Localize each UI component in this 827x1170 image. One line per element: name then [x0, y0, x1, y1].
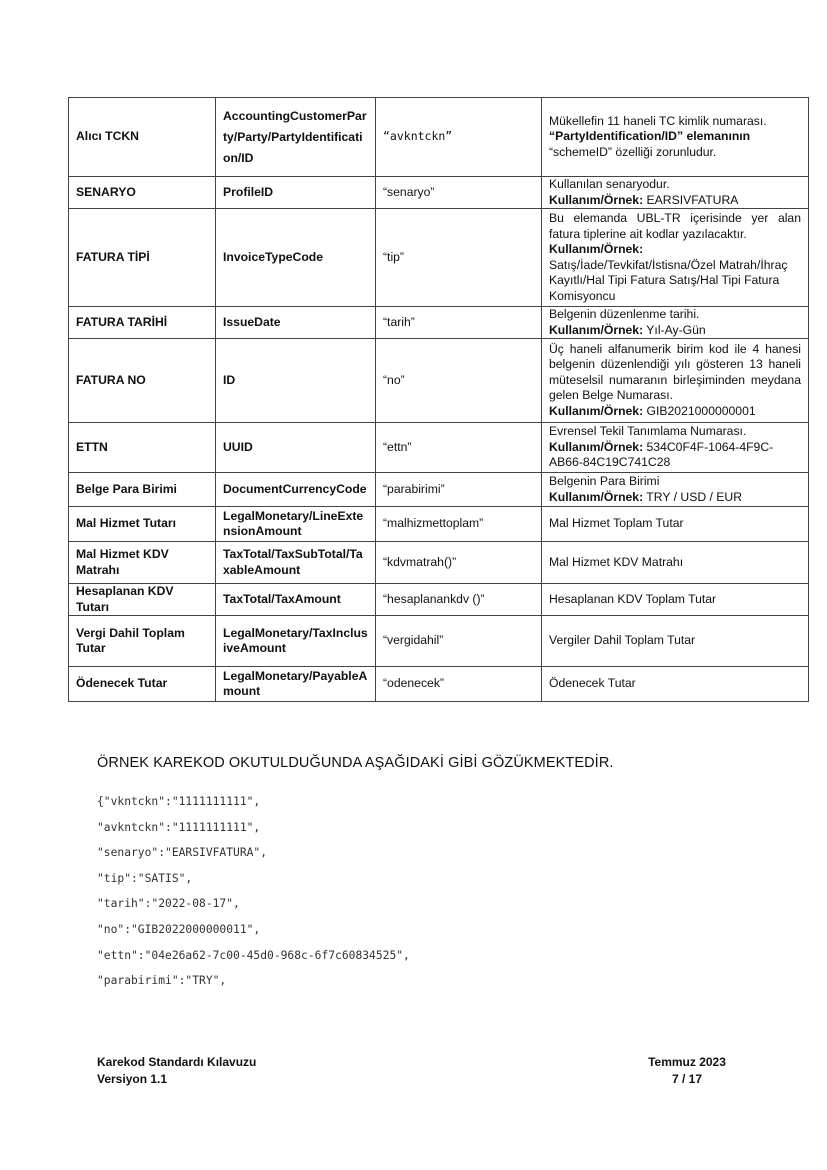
- ubl-path-cell: LegalMonetary/LineExtensionAmount: [216, 507, 376, 542]
- description-line: Üç haneli alfanumerik birim kod ile 4 hanesi belgenin düzenlendiği yılı gösteren 13 haneli müteselsil numaranın birleşiminden meydana gelen Belge Numarası.: [549, 341, 801, 403]
- field-name-cell: Mal Hizmet KDV Matrahı: [69, 542, 216, 584]
- table-row: [69, 584, 809, 616]
- usage-example-label: Kullanım/Örnek:: [549, 439, 644, 454]
- description-line: Mükellefin 11 haneli TC kimlik numarası.: [549, 113, 767, 128]
- field-name-cell: Mal Hizmet Tutarı: [69, 507, 216, 542]
- description-cell: [542, 542, 809, 584]
- code-line: "avkntckn":"1111111111",: [97, 820, 261, 834]
- ubl-path-cell: IssueDate: [216, 307, 376, 339]
- description-cell: [542, 473, 809, 507]
- ubl-path-cell: InvoiceTypeCode: [216, 209, 376, 307]
- description-line: Satış/İade/Tevkifat/İstisna/Özel Matrah/İhraç Kayıtlı/Hal Tipi Fatura Satış/Hal Tipi Fatura Komisyoncu: [549, 257, 788, 303]
- field-name-cell: Vergi Dahil Toplam Tutar: [69, 616, 216, 667]
- usage-example-value: Yıl-Ay-Gün: [643, 322, 706, 337]
- usage-example-value: EARSIVFATURA: [643, 192, 739, 207]
- ubl-path-cell: LegalMonetary/PayableAmount: [216, 667, 376, 702]
- ubl-path-cell: DocumentCurrencyCode: [216, 473, 376, 507]
- description-line: Vergiler Dahil Toplam Tutar: [549, 633, 696, 648]
- description-line: “PartyIdentification/ID” elemanının: [549, 129, 751, 144]
- json-key-cell: “odenecek”: [376, 667, 542, 702]
- description-cell: [542, 667, 809, 702]
- usage-example-label: Kullanım/Örnek:: [549, 489, 644, 504]
- field-name-cell: SENARYO: [69, 177, 216, 209]
- code-line: "tip":"SATIS",: [97, 871, 193, 885]
- description-cell: [542, 616, 809, 667]
- table-row: [69, 473, 809, 507]
- usage-example-label: Kullanım/Örnek:: [549, 192, 644, 207]
- description-line: [549, 193, 801, 209]
- description-cell: [542, 307, 809, 339]
- table-row: [69, 667, 809, 702]
- json-key-cell: “vergidahil”: [376, 616, 542, 667]
- code-line: "tarih":"2022-08-17",: [97, 897, 240, 911]
- description-cell: [542, 507, 809, 542]
- field-name-cell: FATURA TİPİ: [69, 209, 216, 307]
- table-row: [69, 423, 809, 473]
- usage-example-value: TRY / USD / EUR: [643, 489, 743, 504]
- description-line: Belgenin düzenlenme tarihi.: [549, 307, 700, 321]
- ubl-path-cell: ID: [216, 339, 376, 423]
- field-spec-table-body: [69, 98, 809, 702]
- description-line: Belgenin Para Birimi: [549, 474, 660, 488]
- table-row: [69, 616, 809, 667]
- ubl-path-cell: UUID: [216, 423, 376, 473]
- table-row: [69, 339, 809, 423]
- table-row: [69, 177, 809, 209]
- description-line: Evrensel Tekil Tanımlama Numarası.: [549, 424, 747, 439]
- usage-example-label: Kullanım/Örnek:: [549, 403, 644, 418]
- field-name-cell: FATURA NO: [69, 339, 216, 423]
- description-line: [549, 404, 801, 420]
- description-line: Hesaplanan KDV Toplam Tutar: [549, 591, 717, 606]
- json-key-cell: “no”: [376, 339, 542, 423]
- description-cell: [542, 177, 809, 209]
- table-row: [69, 98, 809, 177]
- json-key-cell: “tarih”: [376, 307, 542, 339]
- json-key-cell: “hesaplanankdv ()”: [376, 584, 542, 616]
- table-row: [69, 307, 809, 339]
- json-key-cell: “malhizmettoplam”: [376, 507, 542, 542]
- usage-example-value: 534C0F4F-1064-4F9C-AB66-84C19C741C28: [549, 439, 774, 470]
- footer-date: Temmuz 2023: [648, 1055, 726, 1069]
- field-name-cell: Belge Para Birimi: [69, 473, 216, 507]
- json-key-cell: “avkntckn”: [376, 98, 542, 177]
- description-cell: [542, 98, 809, 177]
- field-name-cell: Hesaplanan KDV Tutarı: [69, 584, 216, 616]
- description-cell: [542, 209, 809, 307]
- code-line: "parabirimi":"TRY",: [97, 974, 227, 988]
- usage-example-value: GIB2021000000001: [643, 403, 756, 418]
- code-line: {"vkntckn":"1111111111",: [97, 795, 261, 808]
- usage-example-label: Kullanım/Örnek:: [549, 322, 644, 337]
- json-key-cell: “parabirimi”: [376, 473, 542, 507]
- field-name-cell: ETTN: [69, 423, 216, 473]
- json-key-cell: “tip”: [376, 209, 542, 307]
- description-cell: [542, 584, 809, 616]
- example-json-block: [97, 795, 410, 1000]
- description-cell: [542, 339, 809, 423]
- code-line: "ettn":"04e26a62-7c00-45d0-968c-6f7c60834525",: [97, 948, 410, 962]
- footer-page-number: 7 / 17: [671, 1072, 703, 1086]
- ubl-path-cell: ProfileID: [216, 177, 376, 209]
- description-cell: [542, 423, 809, 473]
- description-line: “schemeID” özelliği zorunludur.: [549, 144, 717, 159]
- footer-right: [643, 1054, 731, 1088]
- field-name-cell: Alıcı TCKN: [69, 98, 216, 177]
- ubl-path-cell: AccountingCustomerParty/Party/PartyIdentification/ID: [216, 98, 376, 177]
- code-line: "no":"GIB2022000000011",: [97, 922, 261, 936]
- field-name-cell: Ödenecek Tutar: [69, 667, 216, 702]
- description-line: Bu elemanda UBL-TR içerisinde yer alan fatura tiplerine ait kodlar yazılacaktır.: [549, 211, 801, 241]
- json-key-cell: “senaryo”: [376, 177, 542, 209]
- description-line: Mal Hizmet Toplam Tutar: [549, 516, 684, 531]
- table-row: [69, 209, 809, 307]
- example-heading: ÖRNEK KAREKOD OKUTULDUĞUNDA AŞAĞIDAKİ GİBİ GÖZÜKMEKTEDİR.: [97, 755, 614, 771]
- description-line: [549, 440, 801, 471]
- footer-doc-title: Karekod Standardı Kılavuzu: [97, 1055, 257, 1069]
- table-row: [69, 507, 809, 542]
- description-line: Ödenecek Tutar: [549, 676, 636, 691]
- description-line: [549, 323, 801, 339]
- ubl-path-cell: TaxTotal/TaxAmount: [216, 584, 376, 616]
- json-key-cell: “ettn”: [376, 423, 542, 473]
- footer-version: Versiyon 1.1: [97, 1072, 168, 1086]
- field-spec-table: [68, 97, 809, 702]
- description-line: Kullanım/Örnek:: [549, 242, 644, 256]
- description-line: [549, 490, 801, 506]
- footer-left: [97, 1054, 256, 1088]
- json-key-cell: “kdvmatrah()”: [376, 542, 542, 584]
- code-line: "senaryo":"EARSIVFATURA",: [97, 846, 268, 860]
- description-line: Kullanılan senaryodur.: [549, 177, 670, 191]
- description-line: Mal Hizmet KDV Matrahı: [549, 554, 684, 569]
- ubl-path-cell: TaxTotal/TaxSubTotal/TaxableAmount: [216, 542, 376, 584]
- table-row: [69, 542, 809, 584]
- field-name-cell: FATURA TARİHİ: [69, 307, 216, 339]
- ubl-path-cell: LegalMonetary/TaxInclusiveAmount: [216, 616, 376, 667]
